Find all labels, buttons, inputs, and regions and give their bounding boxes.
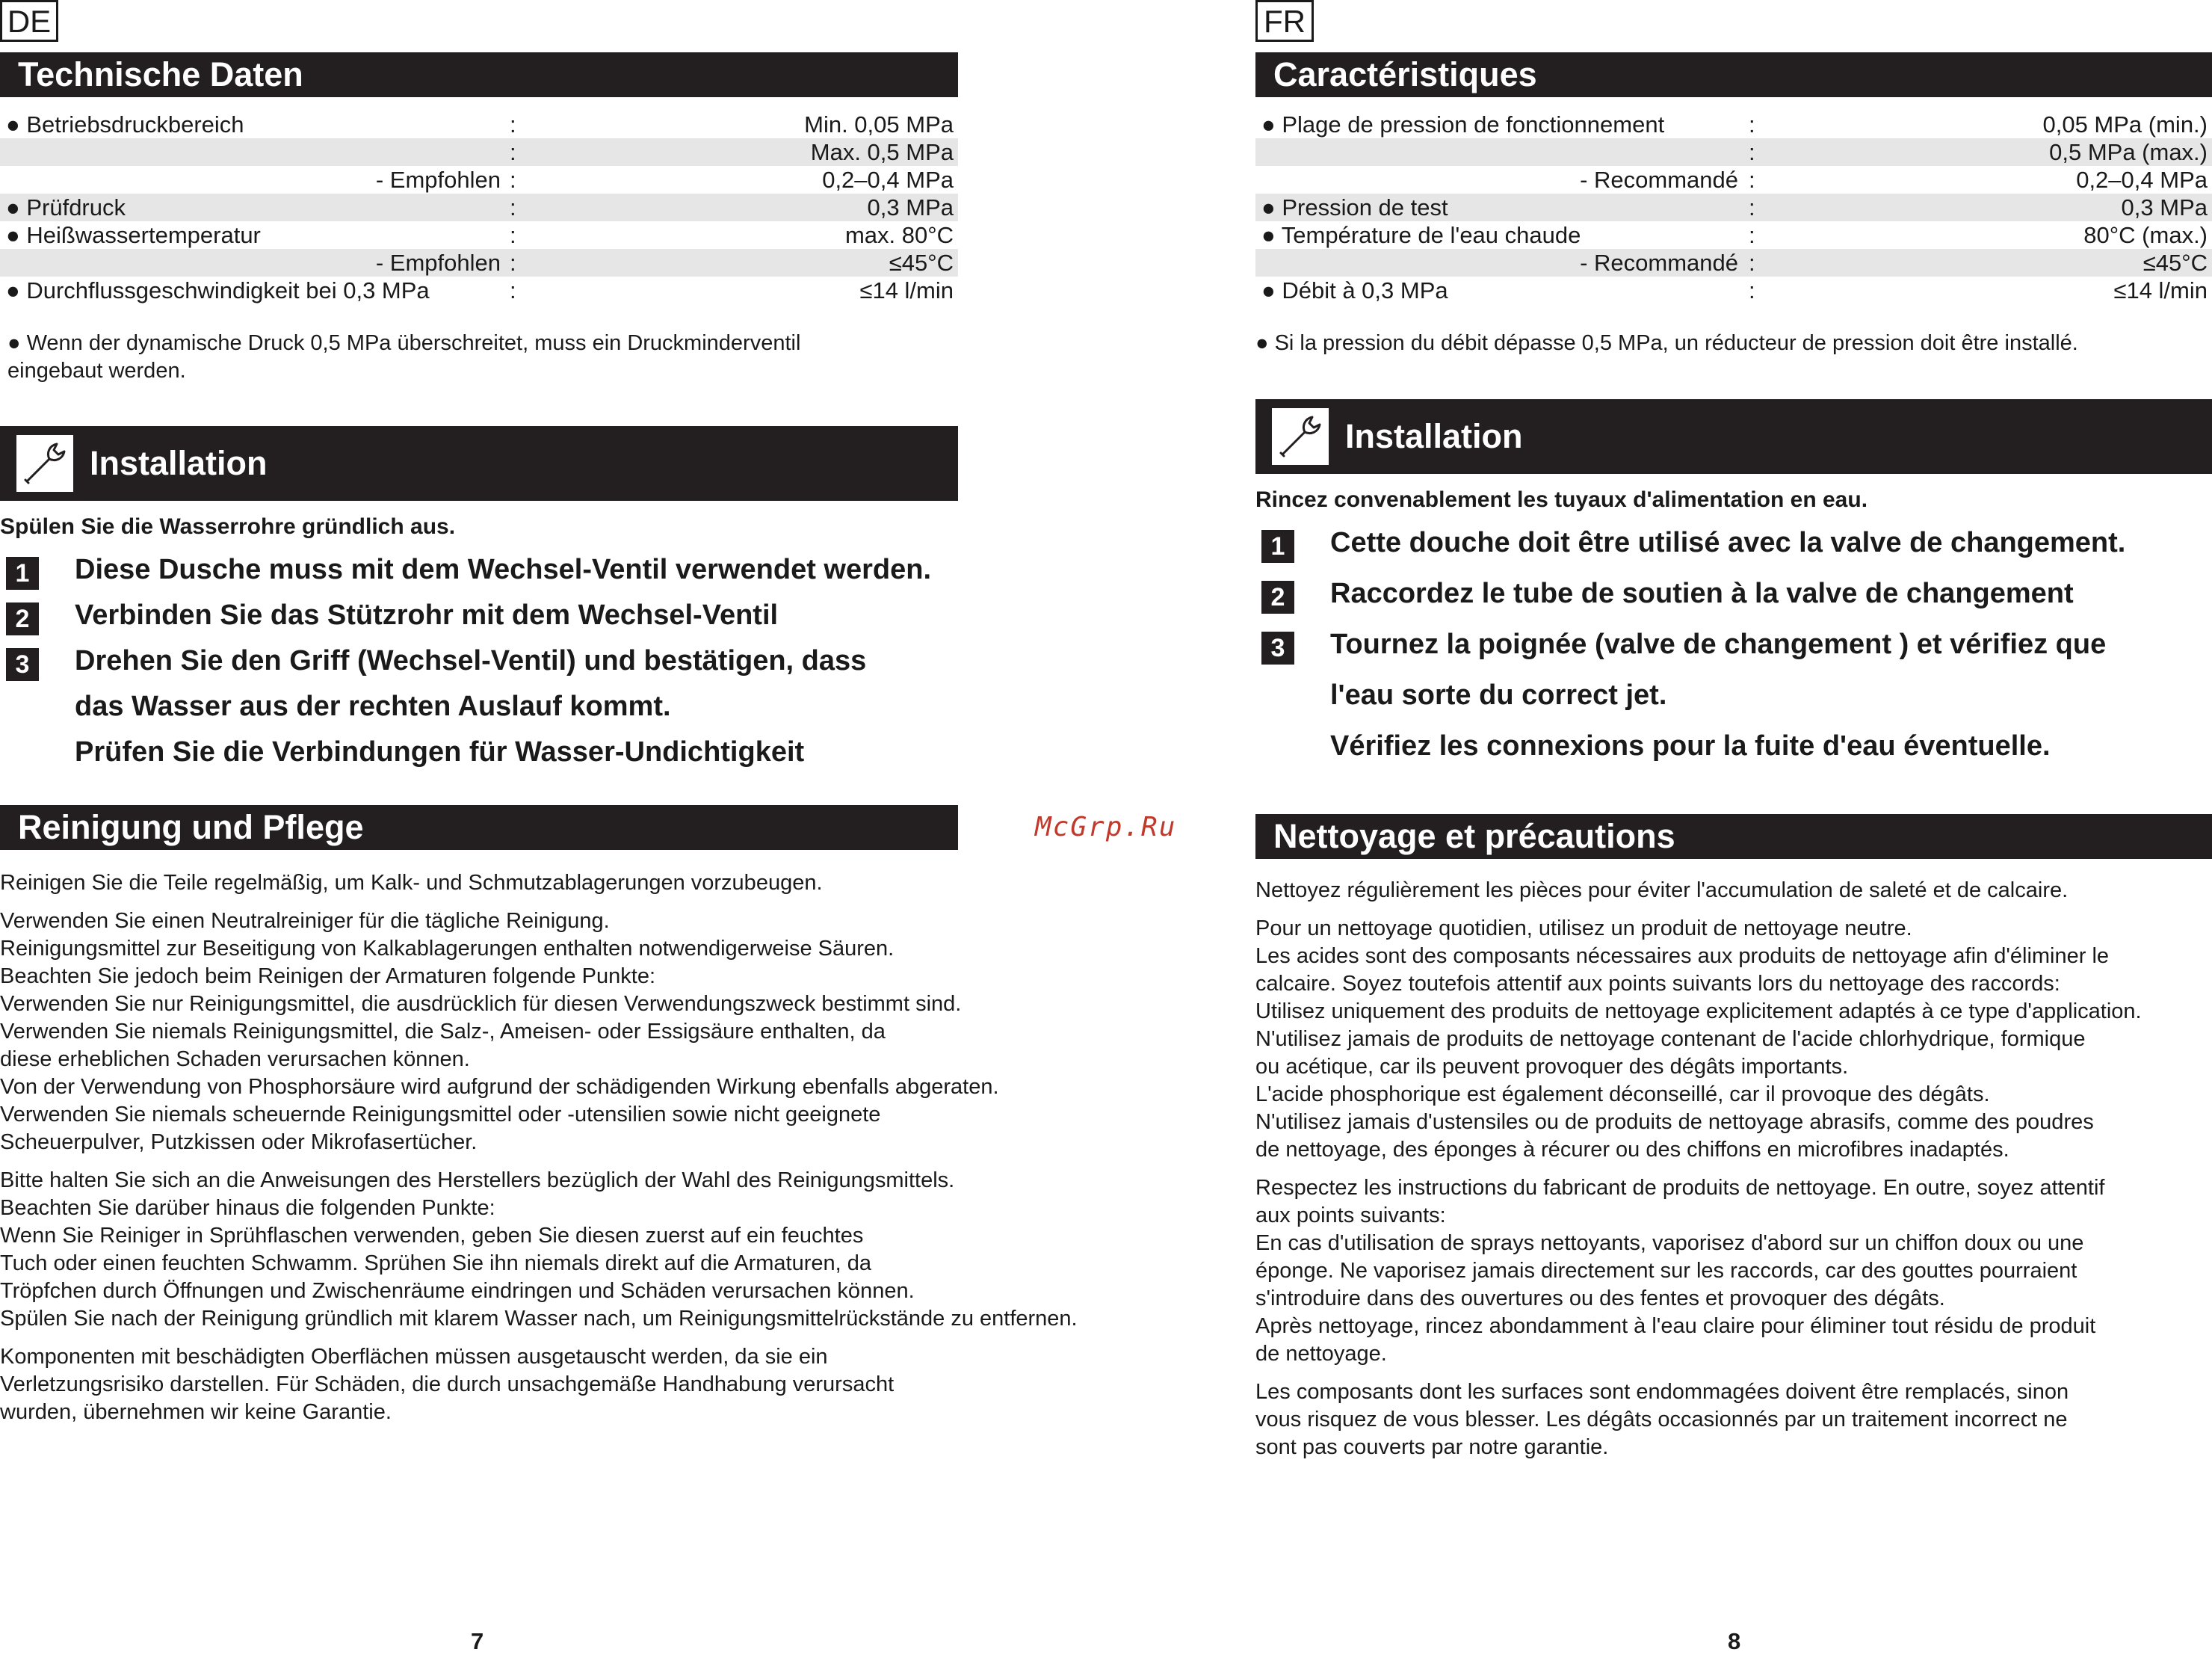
care-line: de nettoyage.: [1255, 1342, 1387, 1366]
spec-sub-label: - Recommandé: [1580, 167, 1738, 193]
step-text: Prüfen Sie die Verbindungen für Wasser-Undichtigkeit: [75, 736, 805, 768]
spec-value: 0,3 MPa: [2121, 194, 2208, 221]
fr-install-title: Installation: [1345, 417, 1523, 455]
fr-specs-heading: Caractéristiques: [1255, 52, 2212, 97]
care-line: Les acides sont des composants nécessaires aux produits de nettoyage afin d'éliminer le: [1255, 944, 2110, 968]
spec-sub-label: - Empfohlen: [375, 250, 501, 276]
spec-sub-label: - Recommandé: [1580, 250, 1738, 276]
care-line: Von der Verwendung von Phosphorsäure wird aufgrund der schädigenden Wirkung ebenfalls abgeraten.: [0, 1075, 999, 1099]
care-line: Beachten Sie darüber hinaus die folgenden Punkte:: [0, 1196, 495, 1220]
care-line: s'introduire dans des ouvertures ou des fentes et provoquer des dégâts.: [1255, 1286, 1945, 1310]
care-line: Komponenten mit beschädigten Oberflächen müssen ausgetauscht werden, da sie ein: [0, 1345, 828, 1369]
spec-colon: :: [510, 222, 516, 248]
spec-name: ● Pression de test: [1261, 194, 1448, 221]
spec-value: ≤14 l/min: [859, 277, 954, 303]
fr-install-intro: Rincez convenablement les tuyaux d'alimentation en eau.: [1255, 487, 1868, 512]
spec-row: [0, 138, 958, 166]
spec-value: ≤45°C: [2143, 250, 2208, 276]
spec-value: 0,2–0,4 MPa: [2076, 167, 2208, 193]
spec-value: Max. 0,5 MPa: [810, 139, 954, 165]
de-pressure-note: ● Wenn der dynamische Druck 0,5 MPa überschreitet, muss ein Druckminderventil eingebaut werden.: [7, 331, 801, 383]
spec-value: Min. 0,05 MPa: [804, 111, 954, 138]
care-line: Tröpfchen durch Öffnungen und Zwischenräume eindringen und Schäden verursachen können.: [0, 1279, 915, 1303]
step-number-badge: 1: [1261, 530, 1294, 563]
step-text: das Wasser aus der rechten Auslauf kommt.: [75, 691, 671, 722]
spec-colon: :: [510, 167, 516, 193]
de-specs-heading: Technische Daten: [0, 52, 958, 97]
spec-row: [1255, 138, 2212, 166]
spec-row: [1255, 221, 2212, 249]
care-line: Beachten Sie jedoch beim Reinigen der Armaturen folgende Punkte:: [0, 964, 656, 988]
spec-value: 0,5 MPa (max.): [2049, 139, 2208, 165]
care-line: Nettoyez régulièrement les pièces pour éviter l'accumulation de saleté et de calcaire.: [1255, 878, 2069, 902]
step-text: Drehen Sie den Griff (Wechsel-Ventil) und bestätigen, dass: [75, 645, 867, 677]
spec-row: [0, 166, 958, 194]
spec-row: [1255, 194, 2212, 221]
care-line: sont pas couverts par notre garantie.: [1255, 1435, 1609, 1459]
step-text: Verbinden Sie das Stützrohr mit dem Wechsel-Ventil: [75, 600, 779, 631]
spec-row: [1255, 166, 2212, 194]
care-line: Scheuerpulver, Putzkissen oder Mikrofasertücher.: [0, 1130, 478, 1154]
spec-colon: :: [1749, 222, 1755, 248]
spec-value: ≤14 l/min: [2113, 277, 2208, 303]
care-line: éponge. Ne vaporisez jamais directement sur les raccords, car des gouttes pourraient: [1255, 1259, 2077, 1283]
spec-row: [1255, 249, 2212, 277]
spec-colon: :: [1749, 139, 1755, 165]
care-line: wurden, übernehmen wir keine Garantie.: [0, 1400, 392, 1424]
spec-value: ≤45°C: [889, 250, 954, 276]
care-line: Bitte halten Sie sich an die Anweisungen des Herstellers bezüglich der Wahl des Reinigungsmittels.: [0, 1168, 955, 1192]
paragraph-gap: [0, 897, 1078, 907]
care-line: Verwenden Sie niemals Reinigungsmittel, die Salz-, Ameisen- oder Essigsäure enthalten, da: [0, 1020, 886, 1044]
step-number-badge: 2: [1261, 581, 1294, 614]
spec-colon: :: [510, 139, 516, 165]
care-line: vous risquez de vous blesser. Les dégâts occasionnés par un traitement incorrect ne: [1255, 1408, 2068, 1431]
spec-sub-label: - Empfohlen: [375, 167, 501, 193]
step-number-badge: 3: [1261, 632, 1294, 665]
language-badge-de: DE: [0, 0, 58, 42]
step-text: Raccordez le tube de soutien à la valve de changement: [1330, 578, 2074, 609]
care-line: calcaire. Soyez toutefois attentif aux points suivants lors du nettoyage des raccords:: [1255, 972, 2060, 996]
care-line: Pour un nettoyage quotidien, utilisez un produit de nettoyage neutre.: [1255, 916, 1912, 940]
spec-value: 0,3 MPa: [867, 194, 954, 221]
spec-row: [0, 111, 958, 138]
spec-name: ● Prüfdruck: [6, 194, 126, 221]
spec-value: 80°C (max.): [2083, 222, 2208, 248]
care-line: N'utilisez jamais de produits de nettoyage contenant de l'acide chlorhydrique, formique: [1255, 1027, 2086, 1051]
step-number-badge: 2: [6, 602, 39, 635]
care-line: Reinigungsmittel zur Beseitigung von Kalkablagerungen enthalten notwendigerweise Säuren.: [0, 937, 895, 961]
paragraph-gap: [1255, 904, 2142, 915]
de-care-text: [0, 869, 1078, 1426]
de-care-heading: Reinigung und Pflege: [0, 805, 958, 850]
spec-row: [0, 277, 958, 304]
spec-name: ● Heißwassertemperatur: [6, 222, 261, 248]
fr-care-text: [1255, 877, 2142, 1461]
spec-colon: :: [1749, 277, 1755, 303]
spec-colon: :: [1749, 111, 1755, 138]
wrench-icon: [1270, 407, 1330, 466]
wrench-icon: [15, 434, 75, 493]
care-line: diese erheblichen Schaden verursachen können.: [0, 1047, 470, 1071]
paragraph-gap: [0, 1156, 1078, 1167]
spec-colon: :: [1749, 167, 1755, 193]
spec-name: ● Plage de pression de fonctionnement: [1261, 111, 1665, 138]
spec-colon: :: [1749, 250, 1755, 276]
spec-row: [0, 194, 958, 221]
de-install-intro: Spülen Sie die Wasserrohre gründlich aus.: [0, 514, 456, 539]
care-line: Verwenden Sie einen Neutralreiniger für die tägliche Reinigung.: [0, 909, 610, 933]
fr-pressure-note: ● Si la pression du débit dépasse 0,5 MPa, un réducteur de pression doit être installé.: [1255, 331, 2078, 355]
fr-install-heading: [1255, 399, 2212, 474]
spec-name: ● Betriebsdruckbereich: [6, 111, 244, 138]
care-line: de nettoyage, des éponges à récurer ou des chiffons en microfibres inadaptés.: [1255, 1138, 2009, 1162]
care-line: aux points suivants:: [1255, 1204, 1446, 1227]
spec-colon: :: [510, 194, 516, 221]
de-install-heading: [0, 426, 958, 501]
step-text: Tournez la poignée (valve de changement ) et vérifiez que: [1330, 629, 2107, 660]
care-line: Après nettoyage, rincez abondamment à l'eau claire pour éliminer tout résidu de produit: [1255, 1314, 2096, 1338]
page-number-8: 8: [1728, 1628, 1741, 1654]
page-number-7: 7: [471, 1628, 484, 1654]
step-text: Vérifiez les connexions pour la fuite d'eau éventuelle.: [1330, 730, 2051, 762]
care-line: Verwenden Sie niemals scheuernde Reinigungsmittel oder -utensilien sowie nicht geeignete: [0, 1103, 881, 1127]
spec-value: max. 80°C: [844, 222, 954, 248]
care-line: Utilisez uniquement des produits de nettoyage explicitement adaptés à ce type d'application.: [1255, 999, 2142, 1023]
spec-value: 0,05 MPa (min.): [2042, 111, 2208, 138]
de-install-title: Installation: [90, 444, 268, 482]
care-line: Reinigen Sie die Teile regelmäßig, um Kalk- und Schmutzablagerungen vorzubeugen.: [0, 871, 823, 895]
care-line: Verwenden Sie nur Reinigungsmittel, die ausdrücklich für diesen Verwendungszweck bestimmt sind.: [0, 992, 962, 1016]
care-line: Tuch oder einen feuchten Schwamm. Sprühen Sie ihn niemals direkt auf die Armaturen, da: [0, 1251, 872, 1275]
care-line: En cas d'utilisation de sprays nettoyants, vaporisez d'abord sur un chiffon doux ou une: [1255, 1231, 2084, 1255]
step-text: Cette douche doit être utilisé avec la valve de changement.: [1330, 527, 2126, 558]
language-badge-fr: FR: [1255, 0, 1314, 42]
care-line: ou acétique, car ils peuvent provoquer des dégâts importants.: [1255, 1055, 1849, 1079]
care-line: Spülen Sie nach der Reinigung gründlich mit klarem Wasser nach, um Reinigungsmittelrückstände zu entfernen.: [0, 1307, 1078, 1331]
step-number-badge: 3: [6, 648, 39, 681]
spec-name: ● Température de l'eau chaude: [1261, 222, 1581, 248]
spec-colon: :: [510, 111, 516, 138]
care-line: Wenn Sie Reiniger in Sprühflaschen verwenden, geben Sie diesen zuerst auf ein feuchtes: [0, 1224, 864, 1248]
step-number-badge: 1: [6, 557, 39, 590]
step-text: Diese Dusche muss mit dem Wechsel-Ventil verwendet werden.: [75, 554, 932, 585]
care-line: Verletzungsrisiko darstellen. Für Schäden, die durch unsachgemäße Handhabung verursacht: [0, 1372, 895, 1396]
care-line: Respectez les instructions du fabricant de produits de nettoyage. En outre, soyez attentif: [1255, 1176, 2105, 1200]
watermark: McGrp.Ru: [1035, 812, 1177, 842]
spec-row: [0, 249, 958, 277]
spec-colon: :: [1749, 194, 1755, 221]
spec-value: 0,2–0,4 MPa: [822, 167, 954, 193]
spec-row: [1255, 111, 2212, 138]
spec-row: [0, 221, 958, 249]
care-line: Les composants dont les surfaces sont endommagées doivent être remplacés, sinon: [1255, 1380, 2069, 1404]
spec-colon: :: [510, 277, 516, 303]
spec-colon: :: [510, 250, 516, 276]
care-line: N'utilisez jamais d'ustensiles ou de produits de nettoyage abrasifs, comme des poudres: [1255, 1110, 2094, 1134]
paragraph-gap: [1255, 1164, 2142, 1174]
paragraph-gap: [0, 1333, 1078, 1343]
spec-name: ● Débit à 0,3 MPa: [1261, 277, 1448, 303]
paragraph-gap: [1255, 1368, 2142, 1378]
step-text: l'eau sorte du correct jet.: [1330, 679, 1667, 711]
fr-care-heading: Nettoyage et précautions: [1255, 814, 2212, 859]
spec-row: [1255, 277, 2212, 304]
spec-name: ● Durchflussgeschwindigkeit bei 0,3 MPa: [6, 277, 430, 303]
care-line: L'acide phosphorique est également déconseillé, car il provoque des dégâts.: [1255, 1082, 1990, 1106]
